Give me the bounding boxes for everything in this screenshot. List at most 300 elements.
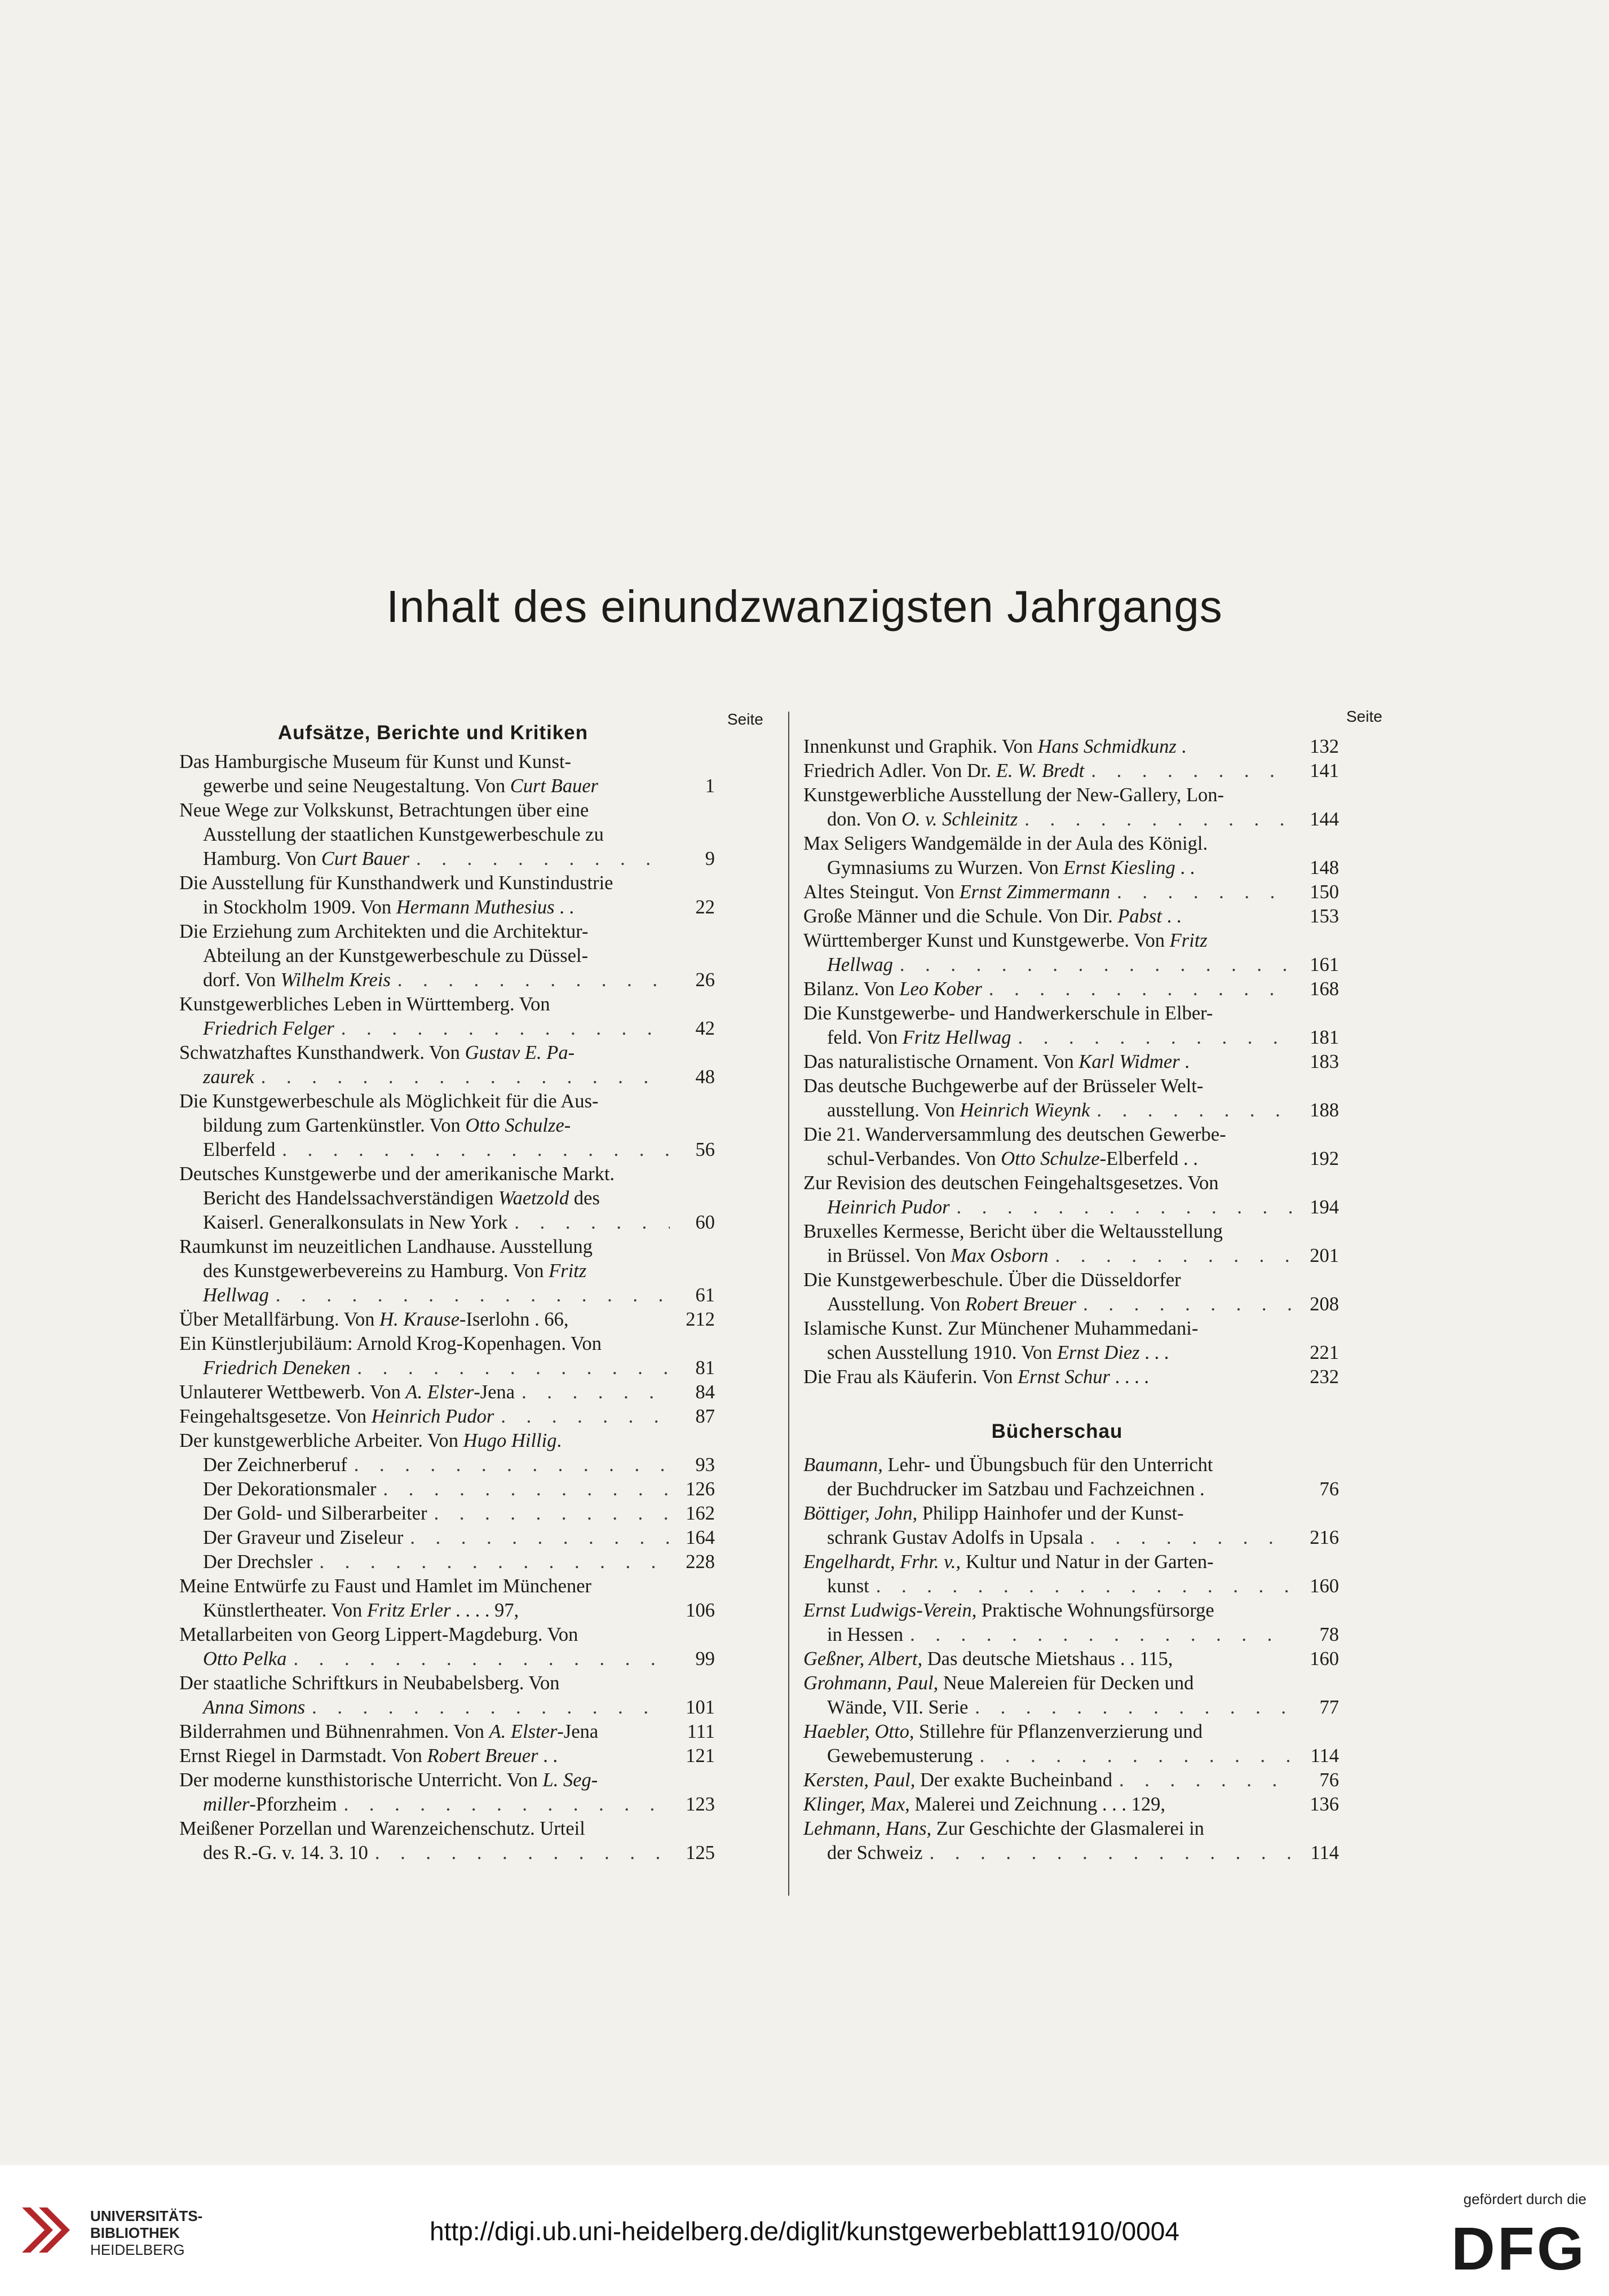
toc-entry — [179, 1768, 715, 1817]
toc-entry-text: Der Drechsler — [203, 1551, 313, 1573]
leader-dots — [1024, 807, 1294, 832]
page-number: 60 — [695, 1212, 715, 1233]
page-number: 9 — [705, 848, 715, 869]
leader-dots — [294, 1647, 670, 1671]
toc-entry-text: Friedrich Felger — [203, 1018, 334, 1039]
library-name-line2: BIBLIOTHEK — [90, 2224, 180, 2241]
toc-entry — [803, 1720, 1339, 1768]
toc-entry-text: Meine Entwürfe zu Faust und Hamlet im Münchener — [179, 1575, 592, 1597]
toc-entry-text: Metallarbeiten von Georg Lippert-Magdeburg. Von — [179, 1624, 578, 1645]
toc-entry-text: Deutsches Kunstgewerbe und der amerikanische Markt. — [179, 1163, 615, 1185]
seite-label-left: Seite — [727, 710, 763, 728]
page-number: 114 — [1310, 1842, 1339, 1864]
seite-label-right: Seite — [1346, 708, 1382, 725]
leader-dots — [434, 1502, 670, 1526]
toc-entry-line — [179, 1065, 670, 1089]
toc-list-buecherschau — [803, 1453, 1339, 1865]
leader-dots — [282, 1138, 670, 1162]
page-number: 111 — [687, 1721, 715, 1742]
toc-entry-text: don. Von O. v. Schleinitz — [827, 809, 1018, 830]
toc-entry-text: Geßner, Albert, Das deutsche Mietshaus . . 115, — [803, 1648, 1173, 1670]
toc-entry-line — [179, 1574, 670, 1599]
toc-entry-line — [179, 992, 670, 1017]
toc-entry — [179, 1405, 715, 1429]
toc-entry-line — [179, 1380, 670, 1405]
leader-dots — [1083, 1292, 1294, 1317]
toc-entry — [179, 1574, 715, 1623]
library-name-line1: UNIVERSITÄTS- — [90, 2207, 203, 2224]
leader-dots — [312, 1695, 670, 1720]
toc-entry-line — [803, 1671, 1294, 1695]
toc-entry-line — [179, 895, 670, 920]
toc-entry-line — [179, 920, 670, 944]
toc-entry-line — [803, 1074, 1294, 1098]
toc-entry — [179, 1550, 715, 1574]
toc-entry-text: des Kunstgewerbevereins zu Hamburg. Von Fritz — [203, 1260, 587, 1282]
leader-dots — [383, 1477, 670, 1502]
toc-entry-line — [803, 1171, 1294, 1195]
toc-entry — [803, 1647, 1339, 1671]
toc-entry-line — [179, 1308, 670, 1332]
toc-entry-text: zaurek — [203, 1066, 254, 1088]
toc-entry-line — [803, 1817, 1294, 1841]
leader-dots — [980, 1744, 1294, 1768]
toc-entry — [803, 735, 1339, 759]
toc-entry-line — [179, 871, 670, 895]
toc-entry-text: Die Ausstellung für Kunsthandwerk und Kunstindustrie — [179, 872, 613, 894]
leader-dots — [344, 1792, 670, 1817]
page-number: 168 — [1310, 978, 1339, 1000]
toc-entry-line — [803, 1744, 1294, 1768]
toc-entry-line — [179, 1817, 670, 1841]
toc-entry — [803, 1453, 1339, 1502]
toc-entry-line — [803, 1098, 1294, 1123]
toc-entry-text: Islamische Kunst. Zur Münchener Muhammedani- — [803, 1318, 1199, 1339]
toc-entry-line — [803, 1526, 1294, 1550]
page-number: 194 — [1310, 1196, 1339, 1218]
toc-entry-line — [179, 1162, 670, 1186]
toc-entry-line — [179, 1841, 670, 1865]
toc-entry — [179, 1235, 715, 1308]
toc-entry-line — [179, 1453, 670, 1477]
page-number: 144 — [1310, 809, 1339, 830]
toc-entry-text: der Schweiz — [827, 1842, 923, 1864]
page-number: 221 — [1310, 1342, 1339, 1363]
toc-entry-line — [179, 1332, 670, 1356]
toc-entry — [803, 1792, 1339, 1817]
page-number: 78 — [1319, 1624, 1339, 1645]
toc-entry-line — [803, 832, 1294, 856]
toc-entry-line — [179, 847, 670, 871]
toc-entry-line — [179, 823, 670, 847]
funding-note: gefördert durch die — [1463, 2191, 1586, 2207]
toc-entry — [179, 1332, 715, 1380]
toc-entry — [179, 920, 715, 992]
toc-entry-line — [179, 1502, 670, 1526]
toc-entry — [803, 977, 1339, 1001]
page-number: 101 — [686, 1697, 715, 1718]
page-number: 201 — [1310, 1245, 1339, 1266]
toc-entry — [803, 904, 1339, 929]
toc-entry-line — [179, 1114, 670, 1138]
toc-entry — [179, 1429, 715, 1453]
page-number: 125 — [686, 1842, 715, 1864]
toc-entry-text: Die Kunstgewerbeschule als Möglichkeit für die Aus- — [179, 1090, 599, 1112]
toc-entry-text: Heinrich Pudor — [827, 1196, 950, 1218]
toc-entry-text: Engelhardt, Frhr. v., Kultur und Natur in der Garten- — [803, 1551, 1214, 1573]
toc-entry-text: Max Seligers Wandgemälde in der Aula des Königl. — [803, 833, 1208, 854]
toc-entry-line — [179, 944, 670, 968]
toc-entry-line — [803, 977, 1294, 1001]
leader-dots — [1117, 880, 1294, 904]
page-number: 114 — [1310, 1745, 1339, 1767]
toc-entry-line — [179, 1138, 670, 1162]
toc-entry-text: Ernst Riegel in Darmstadt. Von Robert Breuer . . — [179, 1745, 558, 1767]
toc-entry — [803, 1268, 1339, 1317]
leader-dots — [910, 1623, 1294, 1647]
toc-entry — [803, 929, 1339, 977]
page-number: 121 — [686, 1745, 715, 1767]
toc-entry-line — [179, 1720, 670, 1744]
toc-entry-text: Abteilung an der Kunstgewerbeschule zu Düssel- — [203, 945, 589, 966]
page-number: 84 — [695, 1381, 715, 1403]
right-column — [803, 722, 1339, 1865]
toc-entry-text: Grohmann, Paul, Neue Malereien für Decken und — [803, 1672, 1194, 1694]
toc-entry-line — [179, 1477, 670, 1502]
toc-entry — [179, 750, 715, 798]
toc-entry — [803, 1074, 1339, 1123]
toc-entry-line — [803, 904, 1294, 929]
toc-entry — [803, 880, 1339, 904]
toc-entry-text: ausstellung. Von Heinrich Wieynk — [827, 1100, 1090, 1121]
toc-entry-line — [803, 1720, 1294, 1744]
leader-dots — [1097, 1098, 1294, 1123]
toc-entry-text: Lehmann, Hans, Zur Geschichte der Glasmalerei in — [803, 1818, 1204, 1839]
toc-entry-line — [179, 1283, 670, 1308]
toc-entry — [179, 1453, 715, 1477]
toc-entry — [179, 798, 715, 871]
toc-entry-text: Kersten, Paul, Der exakte Bucheinband — [803, 1769, 1113, 1791]
toc-entry-text: Feingehaltsgesetze. Von Heinrich Pudor — [179, 1406, 494, 1427]
toc-entry-line — [179, 1429, 670, 1453]
leader-dots — [261, 1065, 670, 1089]
page-number: 228 — [686, 1551, 715, 1573]
toc-entry-line — [803, 1244, 1294, 1268]
toc-entry-line — [803, 1050, 1294, 1074]
toc-entry-line — [803, 1477, 1294, 1502]
toc-entry — [179, 1526, 715, 1550]
leader-dots — [1091, 759, 1294, 783]
toc-entry-text: schul-Verbandes. Von Otto Schulze-Elberfeld . . — [827, 1148, 1198, 1169]
toc-entry — [179, 1502, 715, 1526]
toc-entry-line — [803, 1623, 1294, 1647]
toc-entry-text: Württemberger Kunst und Kunstgewerbe. Von Fritz — [803, 930, 1208, 951]
toc-entry-text: Der staatliche Schriftkurs in Neubabelsberg. Von — [179, 1672, 560, 1694]
left-column — [179, 722, 715, 1865]
toc-entry-text: Wände, VII. Serie — [827, 1697, 969, 1718]
toc-entry-text: Hellwag — [203, 1284, 269, 1306]
toc-entry-line — [803, 929, 1294, 953]
toc-entry-line — [803, 1147, 1294, 1171]
leader-dots — [989, 977, 1294, 1001]
toc-entry-text: Meißener Porzellan und Warenzeichenschutz. Urteil — [179, 1818, 585, 1839]
toc-list-left — [179, 750, 715, 1865]
toc-entry-text: Bericht des Handelssachverständigen Waetzold des — [203, 1187, 600, 1209]
toc-entry — [179, 1744, 715, 1768]
toc-entry-line — [803, 783, 1294, 807]
toc-entry-text: Unlauterer Wettbewerb. Von A. Elster-Jena — [179, 1381, 515, 1403]
toc-entry-text: Gewebemusterung — [827, 1745, 973, 1767]
toc-entry-line — [803, 1317, 1294, 1341]
toc-entry — [803, 1768, 1339, 1792]
toc-entry-text: Das Hamburgische Museum für Kunst und Kunst- — [179, 751, 572, 772]
leader-dots — [354, 1453, 670, 1477]
toc-entry-line — [179, 968, 670, 992]
page-title: Inhalt des einundzwanzigsten Jahrgangs — [386, 581, 1223, 632]
toc-entry-line — [803, 1453, 1294, 1477]
toc-entry — [179, 992, 715, 1041]
leader-dots — [416, 847, 670, 871]
page-number: 161 — [1310, 954, 1339, 975]
toc-entry-text: Die 21. Wanderversammlung des deutschen Gewerbe- — [803, 1124, 1226, 1145]
leader-dots — [375, 1841, 670, 1865]
toc-entry — [803, 1671, 1339, 1720]
toc-entry-text: Das naturalistische Ornament. Von Karl Widmer . — [803, 1051, 1190, 1072]
toc-entry-text: Kunstgewerbliche Ausstellung der New-Gallery, Lon- — [803, 784, 1225, 806]
toc-entry-text: Neue Wege zur Volkskunst, Betrachtungen über eine — [179, 800, 589, 821]
toc-entry-text: miller-Pforzheim — [203, 1794, 337, 1815]
toc-entry-text: Baumann, Lehr- und Übungsbuch für den Unterricht — [803, 1454, 1213, 1476]
toc-entry-text: Bruxelles Kermesse, Bericht über die Weltausstellung — [803, 1221, 1223, 1242]
toc-entry-text: Das deutsche Buchgewerbe auf der Brüsseler Welt- — [803, 1075, 1204, 1097]
page-number: 93 — [695, 1454, 715, 1476]
toc-entry-text: in Stockholm 1909. Von Hermann Muthesius . . — [203, 897, 574, 918]
toc-entry-text: schrank Gustav Adolfs in Upsala — [827, 1527, 1084, 1548]
toc-entry-text: Friedrich Deneken — [203, 1357, 351, 1379]
page-number: 141 — [1310, 760, 1339, 781]
toc-entry-line — [803, 759, 1294, 783]
toc-entry-line — [803, 1550, 1294, 1574]
page-number: 150 — [1310, 881, 1339, 903]
toc-entry-line — [179, 1405, 670, 1429]
toc-entry — [803, 1317, 1339, 1365]
page-number: 181 — [1310, 1027, 1339, 1048]
leader-dots — [521, 1380, 670, 1405]
page-number: 164 — [686, 1527, 715, 1548]
page-number: 76 — [1319, 1478, 1339, 1500]
toc-entry-line — [803, 1841, 1294, 1865]
toc-entry — [803, 1502, 1339, 1550]
toc-entry-text: Hamburg. Von Curt Bauer — [203, 848, 410, 869]
toc-entry-line — [803, 1195, 1294, 1220]
leader-dots — [1090, 1526, 1294, 1550]
toc-entry-line — [179, 774, 670, 798]
toc-entry-text: Altes Steingut. Von Ernst Zimmermann — [803, 881, 1111, 903]
toc-entry-line — [803, 735, 1294, 759]
page-number: 132 — [1310, 736, 1339, 757]
toc-entry-text: feld. Von Fritz Hellwag — [827, 1027, 1011, 1048]
toc-entry-text: Die Kunstgewerbeschule. Über die Düsseldorfer — [803, 1269, 1181, 1291]
toc-entry-line — [179, 750, 670, 774]
toc-entry-text: Künstlertheater. Von Fritz Erler . . . . 97, — [203, 1600, 519, 1621]
toc-entry-text: Der Dekorationsmaler — [203, 1478, 377, 1500]
toc-entry-text: in Brüssel. Von Max Osborn — [827, 1245, 1049, 1266]
toc-entry — [803, 1171, 1339, 1220]
toc-entry-text: Bilderrahmen und Bühnenrahmen. Von A. Elster-Jena — [179, 1721, 599, 1742]
toc-entry — [803, 783, 1339, 832]
page-number: 232 — [1310, 1366, 1339, 1388]
toc-entry-text: Böttiger, John, Philipp Hainhofer und der Kunst- — [803, 1503, 1184, 1524]
toc-entry-line — [179, 1211, 670, 1235]
toc-entry-text: Innenkunst und Graphik. Von Hans Schmidkunz . — [803, 736, 1187, 757]
page-number: 153 — [1310, 906, 1339, 927]
toc-entry-line — [179, 1768, 670, 1792]
toc-entry-text: Bilanz. Von Leo Kober — [803, 978, 982, 1000]
page-number: 42 — [695, 1018, 715, 1039]
leader-dots — [357, 1356, 670, 1380]
page-number: 208 — [1310, 1293, 1339, 1315]
toc-entry-line — [803, 1268, 1294, 1292]
toc-entry-line — [179, 1526, 670, 1550]
page-number: 188 — [1310, 1100, 1339, 1121]
toc-entry-text: Kunstgewerbliches Leben in Württemberg. Von — [179, 994, 550, 1015]
toc-entry-text: Ausstellung der staatlichen Kunstgewerbeschule zu — [203, 824, 604, 845]
toc-entry-text: Der kunstgewerbliche Arbeiter. Von Hugo Hillig. — [179, 1430, 562, 1451]
toc-entry — [803, 1817, 1339, 1865]
toc-entry-line — [803, 953, 1294, 977]
toc-entry-line — [179, 1017, 670, 1041]
page-number: 123 — [686, 1794, 715, 1815]
toc-entry-text: Der moderne kunsthistorische Unterricht. Von L. Seg- — [179, 1769, 598, 1791]
toc-entry — [803, 1365, 1339, 1389]
leader-dots — [410, 1526, 670, 1550]
section-title-buecherschau: Bücherschau — [991, 1420, 1123, 1442]
toc-entry-text: des R.-G. v. 14. 3. 10 — [203, 1842, 368, 1864]
library-name-line3: HEIDELBERG — [90, 2241, 185, 2258]
toc-entry-text: Die Kunstgewerbe- und Handwerkerschule in Elber- — [803, 1003, 1213, 1024]
toc-entry-text: Gymnasiums zu Wurzen. Von Ernst Kiesling . . — [827, 857, 1195, 878]
page-number: 126 — [686, 1478, 715, 1500]
toc-entry-line — [803, 1220, 1294, 1244]
leader-dots — [397, 968, 670, 992]
page-number: 81 — [695, 1357, 715, 1379]
toc-entry-line — [179, 798, 670, 823]
toc-entry-text: Haebler, Otto, Stillehre für Pflanzenverzierung und — [803, 1721, 1203, 1742]
toc-entry-text: gewerbe und seine Neugestaltung. Von Curt Bauer — [203, 775, 599, 797]
toc-entry — [803, 832, 1339, 880]
toc-entry — [803, 1599, 1339, 1647]
toc-entry-line — [179, 1744, 670, 1768]
toc-entry-line — [179, 1356, 670, 1380]
page-number: 1 — [705, 775, 715, 797]
toc-entry-line — [179, 1695, 670, 1720]
toc-entry-text: Ernst Ludwigs-Verein, Praktische Wohnungsfürsorge — [803, 1600, 1214, 1621]
toc-entry-text: schen Ausstellung 1910. Von Ernst Diez . . . — [827, 1342, 1169, 1363]
toc-entry-line — [179, 1623, 670, 1647]
toc-list-right — [803, 735, 1339, 1389]
toc-entry-line — [803, 1001, 1294, 1026]
leader-dots — [1055, 1244, 1294, 1268]
toc-entry-line — [179, 1259, 670, 1283]
page-number: 212 — [686, 1309, 715, 1330]
toc-entry-text: Ausstellung. Von Robert Breuer — [827, 1293, 1077, 1315]
toc-entry-text: Große Männer und die Schule. Von Dir. Pabst . . — [803, 906, 1182, 927]
toc-entry-text: Der Gold- und Silberarbeiter — [203, 1503, 427, 1524]
leader-dots — [1018, 1026, 1294, 1050]
toc-entry — [179, 1380, 715, 1405]
page-number: 77 — [1319, 1697, 1339, 1718]
page-number: 26 — [695, 969, 715, 991]
source-url-link[interactable]: http://digi.ub.uni-heidelberg.de/diglit/kunstgewerbeblatt1910/0004 — [430, 2216, 1179, 2246]
toc-entry-line — [179, 1550, 670, 1574]
toc-entry — [803, 1123, 1339, 1171]
page-number: 216 — [1310, 1527, 1339, 1548]
leader-dots — [319, 1550, 670, 1574]
toc-entry — [803, 1220, 1339, 1268]
toc-entry-line — [803, 1341, 1294, 1365]
toc-entry-text: bildung zum Gartenkünstler. Von Otto Schulze- — [203, 1115, 571, 1136]
toc-entry-line — [803, 1792, 1294, 1817]
page-number: 76 — [1319, 1769, 1339, 1791]
leader-dots — [930, 1841, 1294, 1865]
leader-dots — [975, 1695, 1294, 1720]
toc-entry-line — [803, 1695, 1294, 1720]
toc-entry-text: Anna Simons — [203, 1697, 306, 1718]
toc-entry — [179, 1720, 715, 1744]
toc-entry-text: in Hessen — [827, 1624, 904, 1645]
toc-entry — [179, 1162, 715, 1235]
toc-entry-text: Der Graveur und Ziseleur — [203, 1527, 404, 1548]
toc-entry-line — [803, 1292, 1294, 1317]
leader-dots — [957, 1195, 1294, 1220]
toc-entry — [179, 1623, 715, 1671]
toc-entry-text: Die Frau als Käuferin. Von Ernst Schur . . . . — [803, 1366, 1149, 1388]
toc-entry — [179, 1089, 715, 1162]
toc-entry — [803, 1001, 1339, 1050]
toc-entry-line — [803, 1574, 1294, 1599]
page-number: 22 — [695, 897, 715, 918]
toc-entry-line — [803, 1768, 1294, 1792]
toc-entry-text: kunst — [827, 1575, 869, 1597]
page-number: 106 — [686, 1600, 715, 1621]
leader-dots — [876, 1574, 1294, 1599]
toc-entry — [179, 1671, 715, 1720]
toc-entry-line — [179, 1647, 670, 1671]
page-number: 162 — [686, 1503, 715, 1524]
page-number: 61 — [695, 1284, 715, 1306]
section-title-aufsaetze: Aufsätze, Berichte und Kritiken — [277, 722, 589, 744]
toc-entry-text: Schwatzhaftes Kunsthandwerk. Von Gustav E. Pa- — [179, 1042, 575, 1063]
toc-entry — [179, 1041, 715, 1089]
leader-dots — [276, 1283, 670, 1308]
leader-dots — [514, 1211, 670, 1235]
toc-entry-line — [179, 1186, 670, 1211]
toc-entry — [179, 1817, 715, 1865]
toc-entry-text: Über Metallfärbung. Von H. Krause-Iserlohn . 66, — [179, 1309, 569, 1330]
page-number: 160 — [1310, 1648, 1339, 1670]
toc-entry-text: der Buchdrucker im Satzbau und Fachzeichnen . — [827, 1478, 1205, 1500]
column-divider — [788, 712, 789, 1896]
dfg-logo: DFG — [1451, 2214, 1586, 2282]
toc-entry-line — [803, 856, 1294, 880]
toc-entry-text: Raumkunst im neuzeitlichen Landhause. Ausstellung — [179, 1236, 593, 1257]
toc-entry-text: Elberfeld — [203, 1139, 276, 1160]
toc-entry-line — [803, 1026, 1294, 1050]
toc-entry — [803, 1050, 1339, 1074]
leader-dots — [341, 1017, 670, 1041]
toc-entry — [179, 1308, 715, 1332]
toc-entry-text: Friedrich Adler. Von Dr. E. W. Bredt — [803, 760, 1085, 781]
